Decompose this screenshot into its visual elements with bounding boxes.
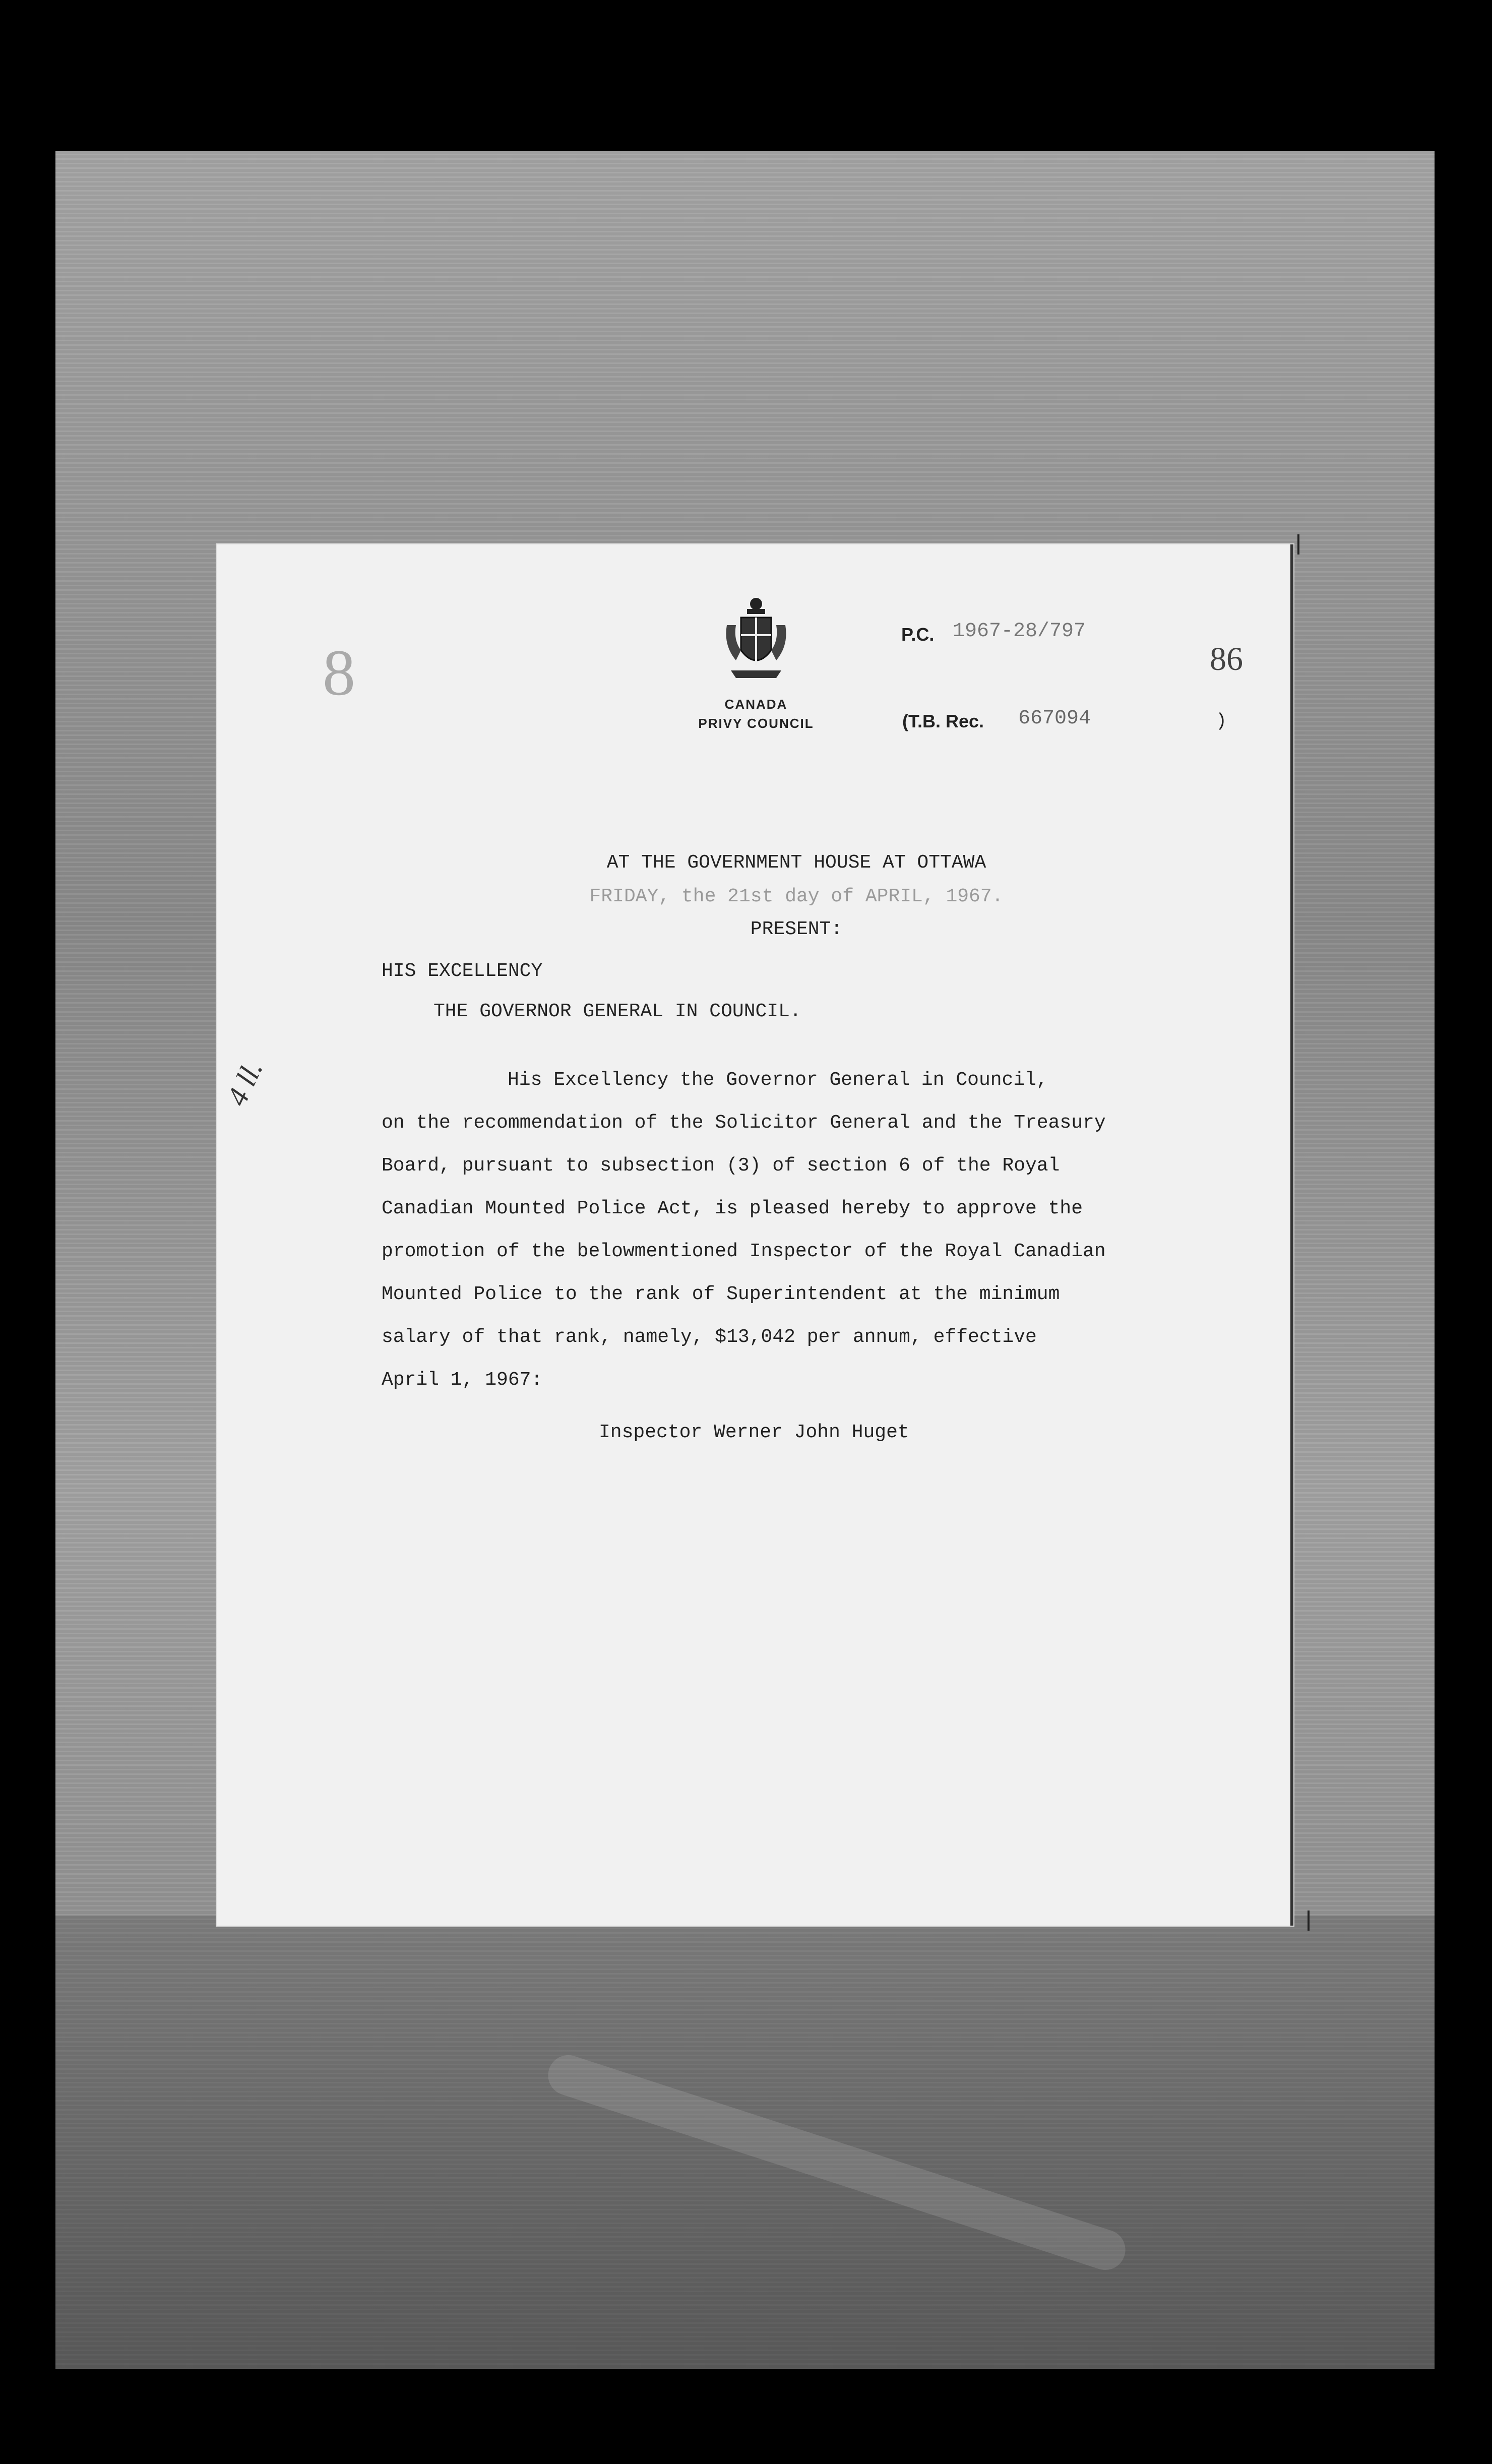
location-heading: AT THE GOVERNMENT HOUSE AT OTTAWA — [606, 852, 986, 874]
page-number: 86 — [1210, 641, 1243, 677]
body-line: promotion of the belowmentioned Inspector of the Royal Canadian — [382, 1241, 1106, 1262]
order-body — [382, 1059, 1188, 1401]
body-line: His Excellency the Governor General in Council, — [508, 1069, 1048, 1091]
present-heading: PRESENT: — [750, 918, 843, 940]
tb-rec-close: ) — [1216, 711, 1227, 731]
body-line: Board, pursuant to subsection (3) of section 6 of the Royal — [382, 1155, 1060, 1177]
pc-label: P.C. — [901, 624, 935, 645]
pc-number: 1967-28/797 — [953, 620, 1086, 643]
coat-of-arms-icon — [721, 595, 791, 686]
crest-label-country: CANADA — [724, 697, 788, 712]
handwritten-margin-note: 4 ll. — [220, 1055, 269, 1111]
crest-label — [655, 695, 857, 733]
serial-number: 8 — [323, 637, 355, 709]
crest-label-office: PRIVY COUNCIL — [698, 716, 814, 731]
body-line: salary of that rank, namely, $13,042 per annum, effective — [382, 1326, 1037, 1348]
tb-rec-label: (T.B. Rec. — [902, 711, 984, 731]
body-line: on the recommendation of the Solicitor General and the Treasury — [382, 1112, 1106, 1134]
date-heading: FRIDAY, the 21st day of APRIL, 1967. — [589, 886, 1004, 907]
governor-in-council: THE GOVERNOR GENERAL IN COUNCIL. — [433, 1001, 801, 1022]
corner-mark-top-right — [1290, 534, 1299, 555]
corner-mark-bottom-right — [1300, 1911, 1310, 1931]
his-excellency: HIS EXCELLENCY — [382, 960, 543, 982]
body-line: April 1, 1967: — [382, 1369, 543, 1391]
body-line: Canadian Mounted Police Act, is pleased hereby to approve the — [382, 1198, 1083, 1219]
body-line: Mounted Police to the rank of Superintendent at the minimum — [382, 1283, 1060, 1305]
tb-rec-number: 667094 — [1018, 707, 1091, 730]
officer-name: Inspector Werner John Huget — [599, 1422, 909, 1443]
